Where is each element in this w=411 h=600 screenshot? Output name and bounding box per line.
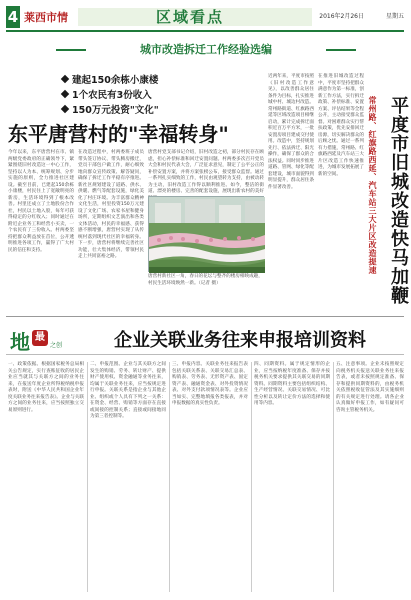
banner-title-wrap [56, 42, 356, 58]
bottom-headline: 企业关联业务往来申报培训资料 [114, 330, 366, 351]
lead-headline: 东平唐营村的"幸福转身" [8, 122, 229, 146]
page-number: 4 [7, 8, 19, 26]
lead-body-col-5: 在推进旧城改造过程中，平度市坚持把群众满意作为第一标准，创新工作方法，实行拆迁政策、补偿标准、安置方案、评估结果等全程公开，主动接受群众监督。对困难群众实行帮扶政策，优先安排回迁房源，切实解决群众的后顾之忧。通过一系列有力措施，常州路、红旗路西延及汽车站三大片区改造工作快速推进，为城市发展拓展了新的空间。 [318, 74, 364, 177]
bullet-item [60, 103, 200, 118]
bottom-col-5 [336, 362, 404, 590]
right-vertical-headline: 平度市旧城改造快马加鞭 [388, 96, 409, 305]
section-name: 莱西市情 [24, 11, 68, 24]
brand-sub: 之创 [50, 342, 63, 349]
bottom-col-5-text: 五、注意事项。企业未按照规定向税务机关报送关联业务往来报告表，或者未按照规定准备、保存和提供同期资料的，由税务机关依照税收征管法及其实施细则的有关规定进行处理。请各企业认真做好申报工作，如有疑问可咨询主管税务机关。 [336, 362, 404, 413]
photo-illustration [149, 197, 265, 273]
brand-badge: 最 [32, 330, 48, 346]
bottom-col-4-text: 四、同期资料。属于规定情形的企业，应当按纳税年度准备、保存并按税务机关要求提供其关联交易的同期资料。同期资料主要包括组织结构、生产经营情况、关联交易情况、可比性分析以及转让定价方法的选择和使用等内容。 [254, 362, 330, 406]
banner-title: 城市改造拆迁工作经验选编 [136, 43, 276, 56]
header-weekday: 星期五 [385, 13, 404, 20]
bullet-item [60, 73, 200, 88]
column-separator [251, 362, 252, 592]
lead-body-col-3: 唐营村党支部书记介绍，旧村改造之初，部分村民存在顾虑，担心补偿标准和回迁安置问题。村两委多次召开党员大会和村民代表大会，广泛征求意见，制定了公平公正的补偿安置方案，并将方案张榜公布，接受群众监督。通过一系列扎实细致的工作，村民由观望转为支持，由被动转为主动，旧村改造工作得以顺利推进。如今，整洁的街道、漂亮的楼房、完善的配套设施，展现出新农村的美好 [148, 150, 264, 194]
section-divider [6, 316, 404, 317]
brand-mark [10, 326, 63, 354]
bottom-col-2-text: 二、申报范围。企业与其关联方之间发生的购销、劳务、转让财产、提供财产使用权、资金融通等业务往来，均属于关联业务往来，应当按规定进行申报。关联关系是指企业与其他企业、组织或个人具有下列之一关系：在资金、经营、购销等方面存在直接或间接的控制关系；直接或间接地同为第三者控制等。 [90, 362, 166, 419]
right-vertical-subheadline: 常州路、红旗路西延、汽车站三大片区改造提速 [368, 96, 378, 275]
lead-body-col-1: 今年以来，东平唐营村在市、镇两级党委政府的正确领导下，紧紧围绕旧村改造这一中心工作，坚持以人为本、统筹规划、分步实施的原则，全力推进社区建设。截至目前，已建起150余栋小康楼，村民住上了宽敞明亮的新房，生活环境得到了根本改善。村里还成立了土地股份合作社，村民以土地入股，每年可获得稳定的分红收入；同时通过在附近企业务工和经营小买卖，一个农民有了三份收入。村两委坚持把群众利益放在首位，公开透明推进各项工作，赢得了广大村民的信任和支持。 [8, 150, 74, 253]
bullet-text: 1个农民有3份收入 [72, 90, 152, 101]
header-date: 2016年2月26日 [319, 13, 364, 20]
diamond-bullet-icon [61, 75, 69, 83]
bottom-col-3 [172, 362, 248, 590]
header-rule [6, 30, 404, 32]
column-separator [87, 362, 88, 592]
page-header [6, 6, 404, 28]
bottom-col-1 [8, 362, 84, 590]
section-banner [56, 42, 356, 58]
lead-body-col-4: 近两年来，平度市按照《旧村改造工作意见》，以改善群众居住条件为目标，扎实推进城中村、城边村改造。常州路街道、红旗路西延等区域改造项目相继启动，累计完成拆迁面积近百万平方米，一批安置房项目建成交付使用。改造中，坚持规划先行、依法拆迁、阳光操作，确保了群众的合法权益。同时同步推进道路、管网、绿化等配套建设，城市面貌得到明显提升，群众居住条件显著改善。 [268, 74, 314, 190]
bullet-item [60, 88, 200, 103]
photo-caption: 唐营村新社区一角，春日的花坛与整齐的楼房相映成趣，村民生活环境焕然一新。（记者 摄） [148, 274, 263, 286]
bottom-col-1-text: 一、政策依据。根据国家税务总局相关公告规定，实行查账征收的居民企业应当就其与关联方之间的业务往来，在报送年度企业所得税纳税申报表时，附送《中华人民共和国企业年度关联业务往来报告表》。企业与关联方之间的业务往来，应当按照独立交易原则进行。 [8, 362, 84, 413]
bottom-col-2 [90, 362, 166, 590]
column-separator [333, 362, 334, 592]
brand-main-char: 地 [10, 330, 30, 354]
diamond-bullet-icon [61, 90, 69, 98]
header-title: 区域看点 [156, 8, 225, 26]
column-separator [169, 362, 170, 592]
bottom-col-4 [254, 362, 330, 590]
bottom-col-3-text: 三、申报内容。关联业务往来报告表包括关联关系表、关联交易汇总表、购销表、劳务表、无形资产表、固定资产表、融通资金表、对外投资情况表、对外支付款项情况表等。企业应当如实、完整地填报各类报表，并对申报数据的真实性负责。 [172, 362, 248, 406]
tulip-garden-photo [148, 196, 264, 272]
bullet-text: 建起150余栋小康楼 [72, 75, 159, 86]
lead-bullets [60, 73, 200, 118]
diamond-bullet-icon [61, 105, 69, 113]
lead-body-col-2: 在改造过程中，村两委班子成员带头签订协议、带头腾房搬迁，党员干部包户做工作，耐心细致地向群众宣传政策、解答疑问，确保了拆迁工作平稳有序推进。新社区规划建设了道路、供水、供暖、燃气等配套设施，绿化美化了村庄环境。为丰富群众精神文化生活，村里投资150万元建设了文化广场、农家书屋和健身场所，定期组织文艺演出和各类文体活动，村民的幸福感、获得感不断增强，唐营村实现了从传统村落到现代社区的幸福转身。下一步，唐营村将继续完善社区功能，壮大集体经济，带领村民走上共同富裕之路。 [78, 150, 144, 259]
bottom-rule [6, 354, 404, 355]
bullet-text: 150万元投资"文化" [72, 105, 159, 116]
